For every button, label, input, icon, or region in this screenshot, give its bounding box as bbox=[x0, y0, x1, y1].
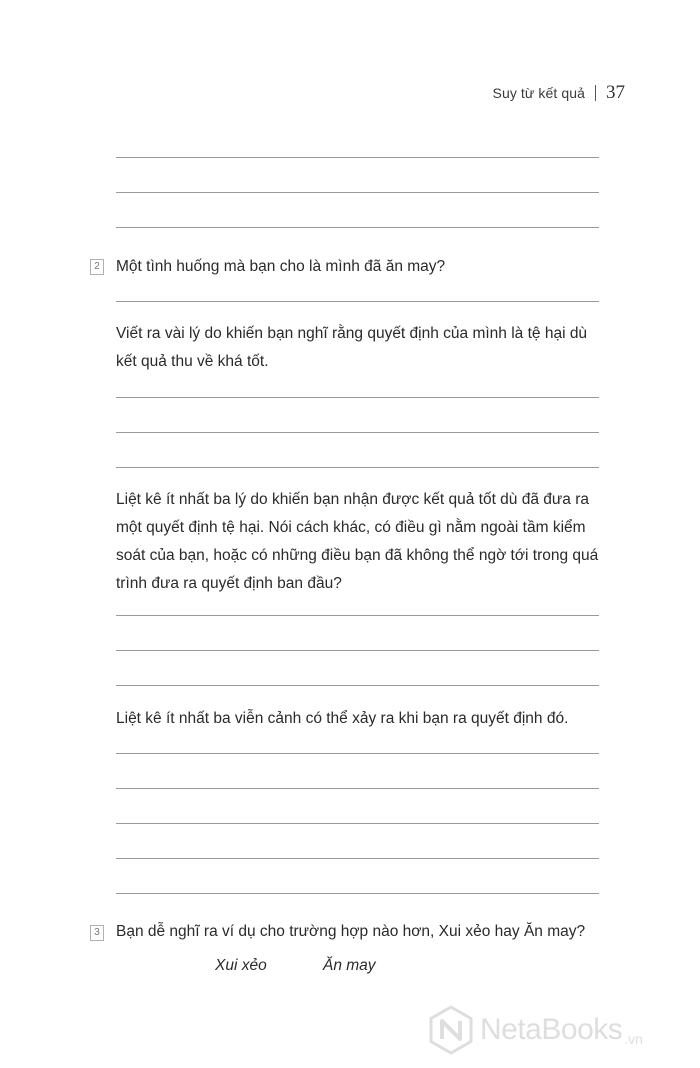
answer-line[interactable] bbox=[116, 823, 599, 824]
question-number-badge: 2 bbox=[90, 259, 104, 275]
question-2-part-d: Liệt kê ít nhất ba viễn cảnh có thể xảy ra khi bạn ra quyết định đó. bbox=[116, 710, 569, 727]
watermark-brand: NetaBooks bbox=[480, 1013, 623, 1046]
answer-line[interactable] bbox=[116, 227, 599, 228]
option-xui-xeo[interactable]: Xui xẻo bbox=[215, 957, 267, 974]
answer-line[interactable] bbox=[116, 788, 599, 789]
answer-line[interactable] bbox=[116, 753, 599, 754]
answer-line[interactable] bbox=[116, 192, 599, 193]
question-2-part-c: Liệt kê ít nhất ba lý do khiến bạn nhận được kết quả tốt dù đã đưa ra một quyết định tệ hại. Nói cách khác, có điều gì nằm ngoài tầm kiểm soát của bạn, hoặc có những điều bạn đã không thể ngờ tới trong quá trình đưa ra quyết định ban đầu? bbox=[116, 491, 599, 592]
publisher-watermark bbox=[428, 1005, 643, 1055]
netabooks-logo-icon bbox=[428, 1005, 474, 1055]
answer-line[interactable] bbox=[116, 301, 599, 302]
answer-line[interactable] bbox=[116, 397, 599, 398]
page-number: 37 bbox=[606, 82, 625, 103]
option-an-may[interactable]: Ăn may bbox=[323, 957, 376, 974]
running-header bbox=[493, 82, 626, 104]
answer-line[interactable] bbox=[116, 432, 599, 433]
question-number-badge: 3 bbox=[90, 925, 104, 941]
running-title: Suy từ kết quả bbox=[492, 85, 585, 101]
answer-line[interactable] bbox=[116, 858, 599, 859]
question-2-prompt: Một tình huống mà bạn cho là mình đã ăn may? bbox=[116, 258, 446, 275]
header-divider bbox=[595, 85, 596, 101]
watermark-suffix: .vn bbox=[624, 1031, 643, 1047]
answer-line[interactable] bbox=[116, 615, 599, 616]
answer-line[interactable] bbox=[116, 650, 599, 651]
question-3-prompt: Bạn dễ nghĩ ra ví dụ cho trường hợp nào hơn, Xui xẻo hay Ăn may? bbox=[116, 923, 586, 940]
question-2-part-b: Viết ra vài lý do khiến bạn nghĩ rằng quyết định của mình là tệ hại dù kết quả thu về khá tốt. bbox=[116, 325, 588, 370]
answer-line[interactable] bbox=[116, 157, 599, 158]
answer-line[interactable] bbox=[116, 893, 599, 894]
answer-line[interactable] bbox=[116, 685, 599, 686]
answer-line[interactable] bbox=[116, 467, 599, 468]
